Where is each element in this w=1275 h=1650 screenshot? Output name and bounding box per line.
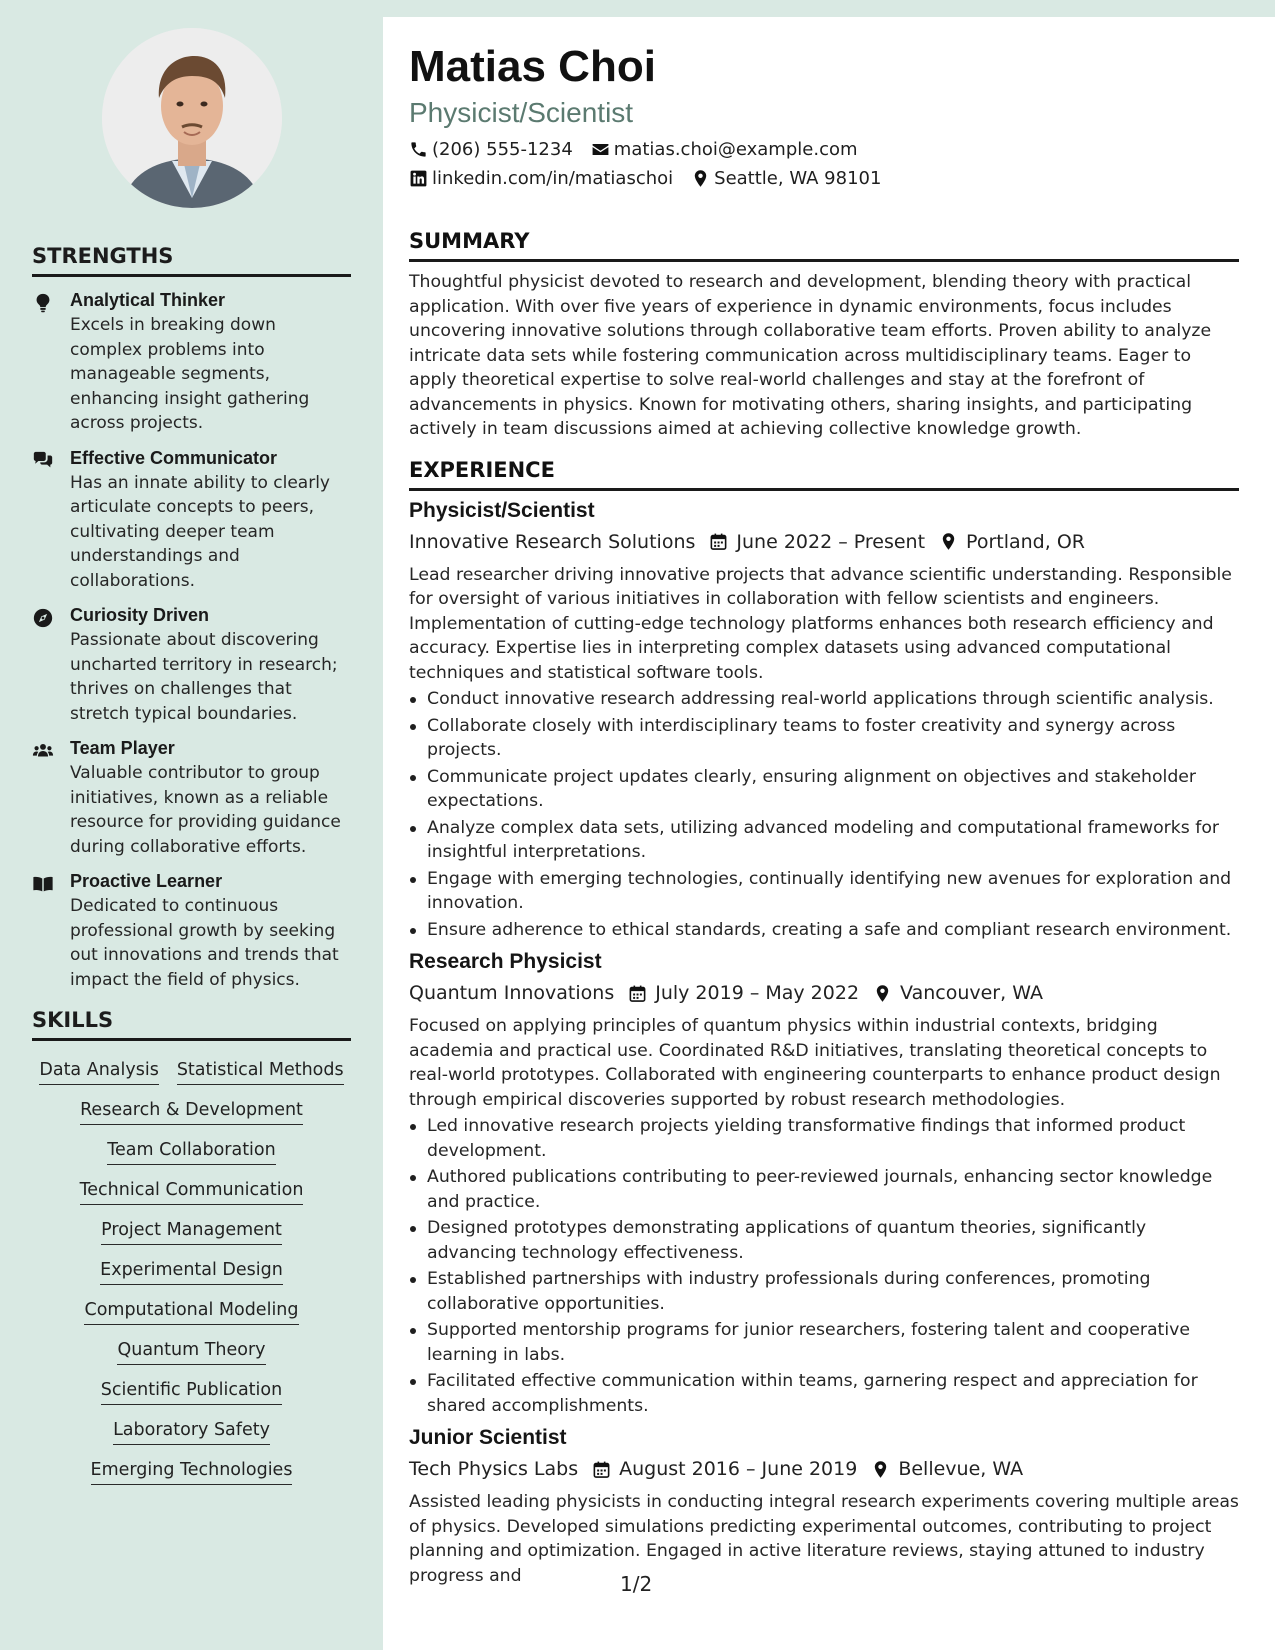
job-meta — [409, 1458, 1239, 1480]
profile-photo-icon — [102, 28, 282, 208]
compass-icon — [32, 607, 54, 629]
job-company: Tech Physics Labs — [409, 1458, 579, 1480]
strengths-list — [32, 290, 351, 992]
job-bullet: Supported mentorship programs for junior researchers, fostering talent and cooperative learning in labs. — [409, 1318, 1239, 1367]
strength-title: Effective Communicator — [70, 447, 278, 468]
strength-item — [32, 871, 351, 992]
contact-row — [409, 139, 1239, 160]
map-pin-icon — [873, 984, 892, 1003]
linkedin-text: linkedin.com/in/matiaschoi — [432, 168, 674, 189]
calendar-icon — [628, 984, 647, 1003]
skill-tag: Scientific Publication — [101, 1378, 282, 1405]
job-location: Vancouver, WA — [900, 982, 1043, 1004]
skill-tag: Emerging Technologies — [91, 1458, 293, 1485]
main-content — [383, 17, 1275, 1650]
summary-section — [409, 229, 1239, 442]
users-icon — [32, 740, 54, 762]
contact-email[interactable] — [591, 139, 858, 160]
strength-desc: Has an innate ability to clearly articulate concepts to peers, cultivating deeper team understandings and collaborations. — [70, 472, 330, 591]
job-bullet: Led innovative research projects yielding transformative findings that informed product development. — [409, 1114, 1239, 1163]
strength-desc: Excels in breaking down complex problems into manageable segments, enhancing insight gathering across projects. — [70, 315, 310, 433]
job-company: Quantum Innovations — [409, 982, 615, 1004]
experience-heading: EXPERIENCE — [409, 458, 1239, 491]
skill-tag: Team Collaboration — [107, 1138, 275, 1165]
open-book-icon — [32, 873, 54, 895]
phone-text: (206) 555-1234 — [432, 139, 573, 160]
job-bullet: Analyze complex data sets, utilizing advanced modeling and computational frameworks for insightful interpretations. — [409, 816, 1239, 865]
strength-desc: Valuable contributor to group initiatives, known as a reliable resource for providing guidance during collaborative efforts. — [70, 763, 341, 857]
skills-heading: SKILLS — [32, 1008, 351, 1041]
strengths-heading: STRENGTHS — [32, 244, 351, 277]
strength-item — [32, 290, 351, 436]
strength-desc: Passionate about discovering uncharted territory in research; thrives on challenges that stretch typical boundaries. — [70, 630, 338, 724]
map-pin-icon — [871, 1460, 890, 1479]
job-bullet: Communicate project updates clearly, ensuring alignment on objectives and stakeholder expectations. — [409, 765, 1239, 814]
job-bullet: Ensure adherence to ethical standards, creating a safe and compliant research environment. — [409, 918, 1239, 943]
job-dates: June 2022 – Present — [736, 530, 926, 553]
job-bullet: Designed prototypes demonstrating applications of quantum theories, significantly advancing technology effectiveness. — [409, 1216, 1239, 1265]
job-bullets — [409, 1114, 1239, 1418]
chat-bubbles-icon — [32, 450, 54, 472]
contact-phone[interactable] — [409, 139, 573, 160]
contact-location — [691, 168, 881, 189]
job-bullet: Conduct innovative research addressing real-world applications through scientific analysis. — [409, 687, 1239, 712]
map-pin-icon — [691, 169, 710, 188]
strength-title: Analytical Thinker — [70, 290, 226, 310]
job-description: Focused on applying principles of quantum physics within industrial contexts, bridging academia and practical use. Coordinated R&D initiatives, translating theoretical concepts to real-world prototypes. Collaborated with engineering counterparts to enhance product design through empirical discoveries supported by robust research methodologies. — [409, 1016, 1221, 1110]
job-description: Lead researcher driving innovative projects that advance scientific understanding. Responsible for oversight of various initiatives in collaboration with fellow scientists and engineers. Implementation of cutting-edge technology platforms enhances both research efficiency and accuracy. Expertise lies in interpreting complex datasets using advanced computational techniques and statistical software tools. — [409, 564, 1232, 683]
email-text: matias.choi@example.com — [613, 139, 858, 160]
skill-tag: Project Management — [101, 1218, 282, 1245]
calendar-icon — [592, 1460, 611, 1479]
job-bullets — [409, 687, 1239, 942]
experience-section — [409, 458, 1239, 1589]
candidate-name: Matias Choi — [409, 42, 656, 91]
page-number: 1/2 — [620, 1572, 653, 1596]
summary-text: Thoughtful physicist devoted to research and development, blending theory with practical application. With over five years of experience in dynamic environments, focus includes uncovering innovative solutions through collaborative team efforts. Proven ability to analyze intricate data sets while fostering communication across multidisciplinary teams. Eager to apply theoretical expertise to solve real-world challenges and stay at the forefront of advancements in physics. Known for motivating others, sharing insights, and participating actively in team discussions aimed at achieving collective knowledge growth. — [409, 272, 1212, 439]
profile-photo — [102, 28, 282, 208]
strength-title: Team Player — [70, 738, 175, 758]
strength-item — [32, 605, 351, 726]
calendar-icon — [709, 532, 728, 551]
skill-tag: Research & Development — [80, 1098, 303, 1125]
strength-title: Proactive Learner — [70, 871, 223, 891]
skill-tag: Statistical Methods — [177, 1058, 344, 1085]
skill-tag: Data Analysis — [39, 1058, 158, 1085]
skill-tag: Technical Communication — [80, 1178, 304, 1205]
location-text: Seattle, WA 98101 — [714, 168, 882, 189]
job-entry — [409, 950, 1239, 1418]
job-entry — [409, 1426, 1239, 1588]
job-entry — [409, 499, 1239, 943]
map-pin-icon — [939, 532, 958, 551]
job-title: Physicist/Scientist — [409, 498, 595, 522]
job-bullet: Facilitated effective communication within teams, garnering respect and appreciation for shared accomplishments. — [409, 1369, 1239, 1418]
strength-item — [32, 448, 351, 594]
strength-title: Curiosity Driven — [70, 605, 210, 625]
linkedin-icon — [409, 169, 428, 188]
job-description: Assisted leading physicists in conducting integral research experiments covering multiple areas of physics. Developed simulations predicting experimental outcomes, contributing to project planning and optimization. Engaged in active literature reviews, staying attuned to industry progress and — [409, 1492, 1239, 1586]
lightbulb-icon — [32, 292, 54, 314]
skill-tag: Laboratory Safety — [113, 1418, 270, 1445]
job-bullet: Authored publications contributing to peer-reviewed journals, enhancing sector knowledge and practice. — [409, 1165, 1239, 1214]
job-bullet: Established partnerships with industry professionals during conferences, promoting collaborative opportunities. — [409, 1267, 1239, 1316]
skill-tag: Quantum Theory — [117, 1338, 265, 1365]
candidate-title: Physicist/Scientist — [409, 97, 634, 128]
job-title: Research Physicist — [409, 950, 602, 973]
job-dates: July 2019 – May 2022 — [655, 982, 860, 1004]
job-meta — [409, 982, 1239, 1004]
job-company: Innovative Research Solutions — [409, 530, 696, 553]
summary-heading: SUMMARY — [409, 229, 1239, 262]
strength-desc: Dedicated to continuous professional growth by seeking out innovations and trends that impact the field of physics. — [70, 896, 339, 990]
job-bullet: Collaborate closely with interdisciplinary teams to foster creativity and synergy across projects. — [409, 714, 1239, 763]
skill-tag: Computational Modeling — [84, 1298, 298, 1325]
job-location: Portland, OR — [966, 530, 1085, 553]
job-bullet: Engage with emerging technologies, continually identifying new avenues for exploration and innovation. — [409, 867, 1239, 916]
job-title: Junior Scientist — [409, 1426, 567, 1449]
job-dates: August 2016 – June 2019 — [619, 1458, 858, 1480]
job-meta — [409, 531, 1239, 553]
contact-linkedin[interactable] — [409, 168, 673, 189]
contact-row-2 — [409, 168, 1239, 189]
job-location: Bellevue, WA — [898, 1458, 1024, 1480]
strength-item — [32, 738, 351, 859]
phone-icon — [409, 140, 428, 159]
skills-list — [32, 1054, 351, 1485]
envelope-icon — [591, 140, 610, 159]
skill-tag: Experimental Design — [100, 1258, 283, 1285]
sidebar — [0, 0, 383, 1650]
